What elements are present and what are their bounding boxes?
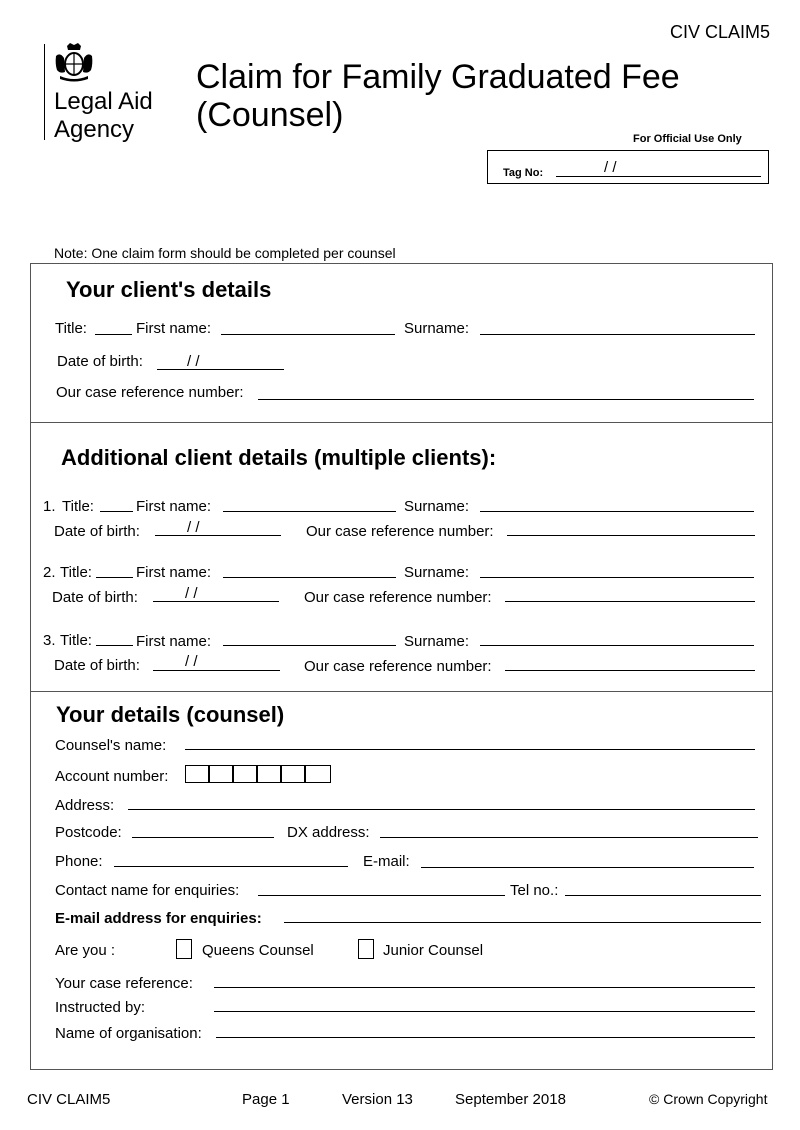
case-ref-field[interactable] (258, 399, 754, 400)
contact-name-label: Contact name for enquiries: (55, 882, 240, 899)
first-name-field[interactable] (223, 577, 396, 578)
form-code: CIV CLAIM5 (669, 22, 770, 42)
organisation-name-field[interactable] (216, 1037, 755, 1038)
tag-date-slashes: / / (604, 159, 617, 176)
email-field[interactable] (421, 867, 754, 868)
dob-field[interactable] (157, 369, 284, 370)
case-ref-field[interactable] (505, 601, 755, 602)
enquiry-email-label: E-mail address for enquiries: (55, 910, 262, 927)
title-field[interactable] (96, 577, 133, 578)
form-title: Claim for Family Graduated Fee (Counsel) (196, 58, 680, 134)
queens-counsel-label: Queens Counsel (202, 942, 314, 959)
case-ref-label: Our case reference number: (56, 384, 244, 401)
your-case-reference-label: Your case reference: (55, 975, 193, 992)
dob-field[interactable] (153, 601, 279, 602)
organisation-name-label: Name of organisation: (55, 1025, 202, 1042)
title-label: Title: (60, 564, 92, 581)
dob-slashes: / / (185, 653, 198, 670)
address-field[interactable] (128, 809, 755, 810)
account-number-box[interactable] (281, 765, 305, 783)
postcode-label: Postcode: (55, 824, 122, 841)
surname-field[interactable] (480, 645, 754, 646)
official-use-label: For Official Use Only (633, 133, 742, 145)
first-name-label: First name: (136, 320, 212, 337)
queens-counsel-checkbox[interactable] (176, 939, 192, 959)
client-number: 1. (43, 498, 56, 515)
section-heading: Additional client details (multiple clients): (61, 445, 497, 470)
dob-label: Date of birth: (57, 353, 143, 370)
royal-crest-icon (52, 42, 96, 84)
account-number-box[interactable] (257, 765, 281, 783)
client-number: 2. (43, 564, 56, 581)
contact-name-field[interactable] (258, 895, 505, 896)
title-field[interactable] (96, 645, 133, 646)
dob-slashes: / / (187, 519, 200, 536)
enquiry-email-field[interactable] (284, 922, 761, 923)
surname-label: Surname: (404, 564, 470, 581)
logo-divider (44, 44, 45, 140)
postcode-field[interactable] (132, 837, 274, 838)
section-heading: Your details (counsel) (56, 702, 285, 727)
account-number-label: Account number: (55, 768, 169, 785)
footer-date: September 2018 (455, 1091, 566, 1108)
client-number: 3. (43, 632, 56, 649)
footer-form-code: CIV CLAIM5 (27, 1091, 111, 1108)
account-number-box[interactable] (233, 765, 257, 783)
dx-address-label: DX address: (287, 824, 370, 841)
dob-slashes: / / (185, 585, 198, 602)
case-ref-label: Our case reference number: (304, 658, 492, 675)
footer-version: Version 13 (342, 1091, 413, 1108)
phone-field[interactable] (114, 866, 348, 867)
first-name-field[interactable] (223, 645, 396, 646)
dx-address-field[interactable] (380, 837, 758, 838)
phone-label: Phone: (55, 853, 103, 870)
email-label: E-mail: (363, 853, 410, 870)
tag-no-field[interactable] (556, 176, 761, 177)
are-you-label: Are you : (55, 942, 116, 959)
dob-label: Date of birth: (52, 589, 138, 606)
case-ref-field[interactable] (505, 670, 755, 671)
counsel-name-field[interactable] (185, 749, 755, 750)
tel-no-label: Tel no.: (510, 882, 559, 899)
account-number-box[interactable] (209, 765, 233, 783)
section-heading: Your client's details (66, 277, 272, 302)
first-name-field[interactable] (221, 334, 395, 335)
title-field[interactable] (100, 511, 133, 512)
first-name-label: First name: (136, 564, 212, 581)
account-number-box[interactable] (305, 765, 331, 783)
case-ref-label: Our case reference number: (306, 523, 494, 540)
title-label: Title: (60, 632, 92, 649)
address-label: Address: (55, 797, 115, 814)
footer-copyright: © Crown Copyright (649, 1091, 768, 1107)
dob-label: Date of birth: (54, 657, 140, 674)
dob-slashes: / / (187, 353, 200, 370)
surname-label: Surname: (404, 633, 470, 650)
junior-counsel-checkbox[interactable] (358, 939, 374, 959)
title-label: Title: (62, 498, 94, 515)
agency-name: Legal Aid Agency (54, 88, 153, 143)
dob-field[interactable] (153, 670, 280, 671)
instructed-by-label: Instructed by: (55, 999, 146, 1016)
surname-field[interactable] (480, 577, 754, 578)
first-name-label: First name: (136, 498, 212, 515)
case-ref-label: Our case reference number: (304, 589, 492, 606)
dob-label: Date of birth: (54, 523, 140, 540)
surname-label: Surname: (404, 320, 470, 337)
tag-no-label: Tag No: (503, 167, 544, 179)
junior-counsel-label: Junior Counsel (383, 942, 484, 959)
counsel-name-label: Counsel's name: (55, 737, 167, 754)
note-text: Note: One claim form should be completed per counsel (54, 245, 396, 261)
dob-field[interactable] (155, 535, 281, 536)
title-label: Title: (55, 320, 87, 337)
surname-field[interactable] (480, 334, 755, 335)
instructed-by-field[interactable] (214, 1011, 755, 1012)
your-case-reference-field[interactable] (214, 987, 755, 988)
footer-page: Page 1 (242, 1091, 290, 1108)
account-number-box[interactable] (185, 765, 209, 783)
tel-no-field[interactable] (565, 895, 761, 896)
surname-field[interactable] (480, 511, 754, 512)
case-ref-field[interactable] (507, 535, 755, 536)
first-name-label: First name: (136, 633, 212, 650)
surname-label: Surname: (404, 498, 470, 515)
title-field[interactable] (95, 334, 132, 335)
first-name-field[interactable] (223, 511, 396, 512)
